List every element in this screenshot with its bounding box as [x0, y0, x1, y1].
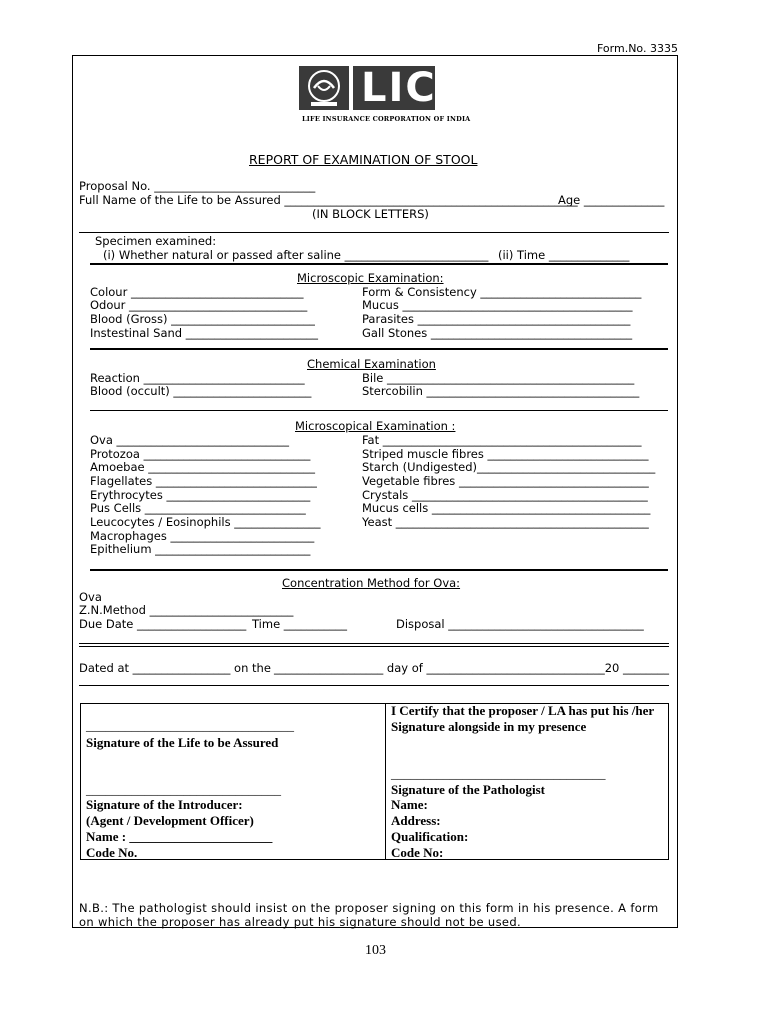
age-field[interactable]: Age ______________	[558, 193, 665, 207]
leucocytes-field[interactable]: Leucocytes / Eosinophils _______________	[90, 515, 321, 529]
mucus-cells-field[interactable]: Mucus cells ______________________________________	[362, 501, 651, 515]
gall-stones-field[interactable]: Gall Stones ___________________________________	[362, 326, 633, 340]
concentration-time-field[interactable]: Time ___________	[252, 617, 348, 631]
introducer-label: Signature of the Introducer:	[86, 797, 243, 812]
note-line-2: on which the proposer has already put his signature should not be used.	[79, 915, 521, 929]
logo-text: LIC	[361, 65, 437, 111]
note-line-1: N.B.: The pathologist should insist on the proposer signing on this form in his presence. A form	[79, 901, 659, 915]
reaction-field[interactable]: Reaction ____________________________	[90, 371, 305, 385]
certify-line-2: Signature alongside in my presence	[391, 719, 587, 734]
divider	[90, 569, 668, 571]
introducer-signature-line[interactable]: ______________________________	[86, 782, 281, 797]
stercobilin-field[interactable]: Stercobilin _____________________________________	[362, 384, 640, 398]
page-number: 103	[365, 943, 386, 958]
introducer-code-field[interactable]: Code No.	[86, 845, 138, 860]
form-number: Form.No. 3335	[597, 42, 678, 55]
pathologist-qualification-field[interactable]: Qualification:	[391, 829, 469, 844]
page-title: REPORT OF EXAMINATION OF STOOL	[249, 152, 478, 167]
divider	[90, 410, 668, 411]
crystals-field[interactable]: Crystals _________________________________________	[362, 488, 648, 502]
pathologist-signature-line[interactable]: _________________________________	[391, 766, 606, 781]
erythrocytes-field[interactable]: Erythrocytes _________________________	[90, 488, 311, 502]
striped-muscle-field[interactable]: Striped muscle fibres ____________________________	[362, 447, 649, 461]
microscopic-heading: Microscopic Examination:	[297, 271, 444, 285]
introducer-name-field[interactable]: Name : ______________________	[86, 829, 273, 844]
flagellates-field[interactable]: Flagellates ____________________________	[90, 474, 317, 488]
pus-cells-field[interactable]: Pus Cells ____________________________	[90, 501, 306, 515]
divider	[79, 643, 669, 644]
divider	[79, 685, 669, 686]
certify-line-1: I Certify that the proposer / LA has put his /her	[391, 703, 655, 718]
divider	[79, 646, 669, 647]
chemical-heading: Chemical Examination	[307, 357, 436, 371]
odour-field[interactable]: Odour _______________________________	[90, 298, 308, 312]
intestinal-sand-field[interactable]: Instestinal Sand _______________________	[90, 326, 318, 340]
lic-logo	[297, 64, 437, 112]
starch-field[interactable]: Starch (Undigested)_______________________________	[362, 460, 656, 474]
macrophages-field[interactable]: Macrophages _________________________	[90, 529, 315, 543]
amoebae-field[interactable]: Amoebae _____________________________	[90, 460, 316, 474]
pathologist-label: Signature of the Pathologist	[391, 782, 545, 797]
pathologist-code-field[interactable]: Code No:	[391, 845, 444, 860]
ova-field[interactable]: Ova ______________________________	[90, 433, 290, 447]
fat-field[interactable]: Fat _____________________________________________	[362, 433, 642, 447]
form-consistency-field[interactable]: Form & Consistency ____________________________	[362, 285, 642, 299]
disposal-field[interactable]: Disposal __________________________________	[396, 617, 644, 631]
signature-divider	[385, 703, 386, 860]
specimen-label: Specimen examined:	[95, 234, 217, 248]
yeast-field[interactable]: Yeast ____________________________________________	[362, 515, 649, 529]
concentration-ova-label: Ova	[79, 590, 102, 604]
epithelium-field[interactable]: Epithelium ___________________________	[90, 542, 311, 556]
logo-subtitle: LIFE INSURANCE CORPORATION OF INDIA	[302, 115, 471, 123]
bile-field[interactable]: Bile ___________________________________________	[362, 371, 635, 385]
divider	[90, 263, 668, 265]
pathologist-name-field[interactable]: Name:	[391, 797, 428, 812]
proposal-no-field[interactable]: Proposal No. ____________________________	[79, 179, 316, 193]
life-assured-label: Signature of the Life to be Assured	[86, 735, 279, 750]
concentration-heading: Concentration Method for Ova:	[282, 576, 461, 590]
protozoa-field[interactable]: Protozoa _____________________________	[90, 447, 311, 461]
microscopical-heading: Microscopical Examination :	[295, 419, 456, 433]
parasites-field[interactable]: Parasites _____________________________________	[362, 312, 631, 326]
mucus-field[interactable]: Mucus ________________________________________	[362, 298, 633, 312]
blood-occult-field[interactable]: Blood (occult) ________________________	[90, 384, 312, 398]
life-assured-signature-line[interactable]: ________________________________	[86, 718, 294, 733]
full-name-field[interactable]: Full Name of the Life to be Assured ___________________________________________________	[79, 193, 578, 207]
blood-gross-field[interactable]: Blood (Gross) _________________________	[90, 312, 315, 326]
specimen-natural-field[interactable]: (i) Whether natural or passed after saline _________________________	[103, 248, 489, 262]
specimen-time-field[interactable]: (ii) Time ______________	[498, 248, 630, 262]
colour-field[interactable]: Colour ______________________________	[90, 285, 304, 299]
vegetable-fibres-field[interactable]: Vegetable fibres _________________________________	[362, 474, 649, 488]
divider	[90, 348, 668, 350]
dated-at-field[interactable]: Dated at _________________ on the	[79, 661, 271, 675]
zn-method-field[interactable]: Z.N.Method _________________________	[79, 603, 294, 617]
divider	[79, 232, 669, 233]
dated-day-field[interactable]: ___________________ day of _______________________________20 ________	[274, 661, 669, 675]
agent-label: (Agent / Development Officer)	[86, 813, 254, 828]
pathologist-address-field[interactable]: Address:	[391, 813, 441, 828]
block-letters-note: (IN BLOCK LETTERS)	[312, 207, 429, 221]
due-date-field[interactable]: Due Date ___________________	[79, 617, 247, 631]
